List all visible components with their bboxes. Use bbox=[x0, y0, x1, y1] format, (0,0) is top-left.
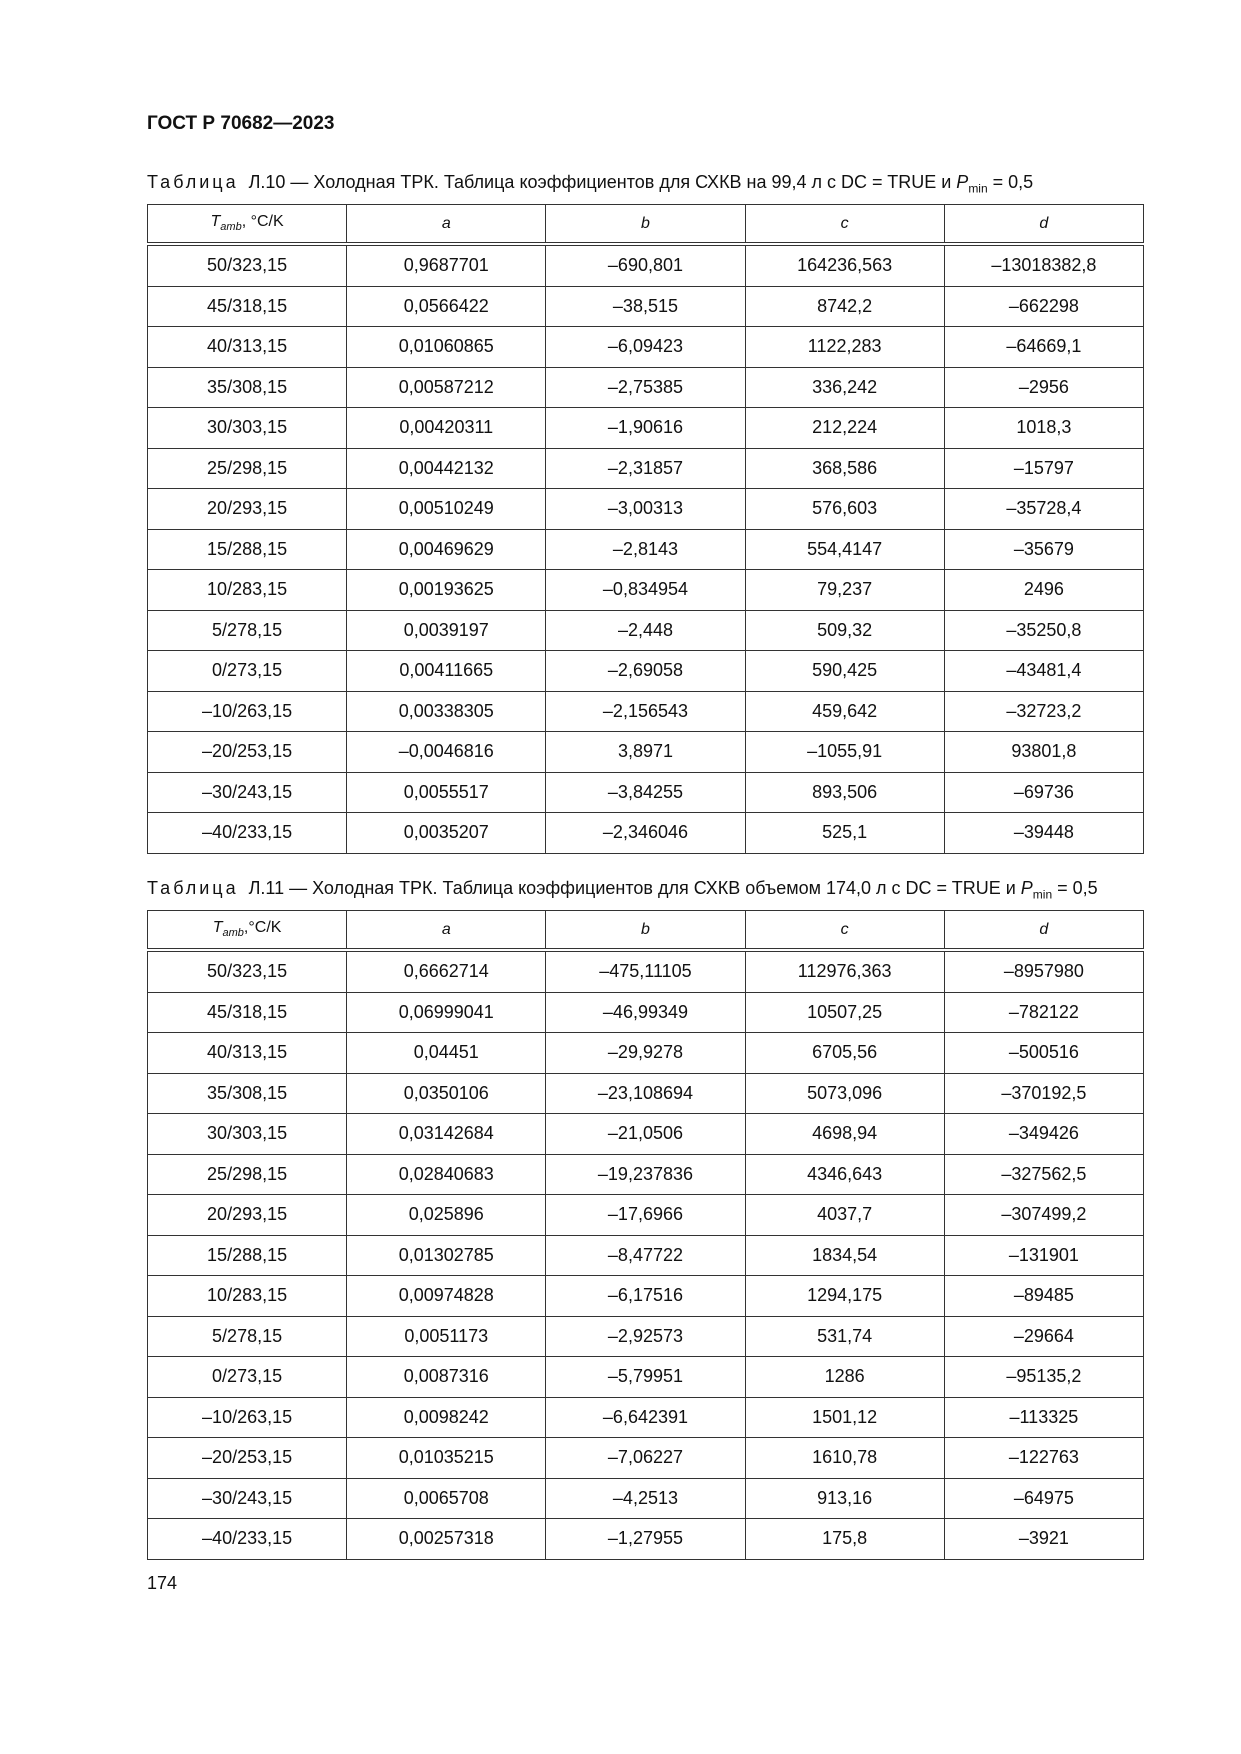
table-cell: –46,99349 bbox=[546, 992, 745, 1033]
table-cell: 0,9687701 bbox=[347, 244, 546, 286]
table-cell: –17,6966 bbox=[546, 1195, 745, 1236]
caption-word: Таблица bbox=[147, 878, 239, 898]
table-cell: –690,801 bbox=[546, 244, 745, 286]
table-cell: 0,0350106 bbox=[347, 1073, 546, 1114]
table-cell: 368,586 bbox=[745, 448, 944, 489]
table-cell: –7,06227 bbox=[546, 1438, 745, 1479]
table-cell: 531,74 bbox=[745, 1316, 944, 1357]
table-cell: –20/253,15 bbox=[148, 732, 347, 773]
table-cell: 0,01060865 bbox=[347, 327, 546, 368]
table-cell: –19,237836 bbox=[546, 1154, 745, 1195]
table-cell: –662298 bbox=[944, 286, 1143, 327]
table-cell: 0,0051173 bbox=[347, 1316, 546, 1357]
table-cell: –64669,1 bbox=[944, 327, 1143, 368]
table-cell: 0,01035215 bbox=[347, 1438, 546, 1479]
caption-var: P bbox=[956, 172, 969, 192]
column-sub: amb bbox=[222, 927, 244, 940]
table-cell: 5/278,15 bbox=[148, 1316, 347, 1357]
table-cell: –307499,2 bbox=[944, 1195, 1143, 1236]
column-unit: , °C/K bbox=[241, 213, 284, 231]
caption-tail: = 0,5 bbox=[987, 172, 1034, 192]
table-cell: 0,0087316 bbox=[347, 1357, 546, 1398]
document-code: ГОСТ Р 70682—2023 bbox=[147, 113, 335, 134]
table-cell: 0,00442132 bbox=[347, 448, 546, 489]
table-cell: 0,025896 bbox=[347, 1195, 546, 1236]
table-row bbox=[148, 1397, 1144, 1438]
table-cell: –21,0506 bbox=[546, 1114, 745, 1155]
table-cell: –1,90616 bbox=[546, 408, 745, 449]
table-cell: 10/283,15 bbox=[148, 1276, 347, 1317]
table-cell: –2956 bbox=[944, 367, 1143, 408]
table-cell: 1122,283 bbox=[745, 327, 944, 368]
table-row bbox=[148, 244, 1144, 286]
caption-text: Л.10 — Холодная ТРК. Таблица коэффициентов для СХКВ на 99,4 л с DC = TRUE и bbox=[248, 172, 957, 192]
table-cell: –2,92573 bbox=[546, 1316, 745, 1357]
table-row bbox=[148, 772, 1144, 813]
table-cell: 1610,78 bbox=[745, 1438, 944, 1479]
table-cell: –30/243,15 bbox=[148, 1478, 347, 1519]
table-cell: –89485 bbox=[944, 1276, 1143, 1317]
table-cell: 1834,54 bbox=[745, 1235, 944, 1276]
caption-sub: min bbox=[968, 181, 988, 196]
table-row bbox=[148, 529, 1144, 570]
table-cell: 0,0055517 bbox=[347, 772, 546, 813]
table-cell: –29664 bbox=[944, 1316, 1143, 1357]
table-row bbox=[148, 408, 1144, 449]
table-body bbox=[148, 244, 1144, 853]
caption-sub: min bbox=[1032, 887, 1053, 902]
table-row bbox=[148, 1519, 1144, 1560]
table-cell: –0,0046816 bbox=[347, 732, 546, 773]
table-cell: 590,425 bbox=[745, 651, 944, 692]
table-row bbox=[148, 1357, 1144, 1398]
table-cell: –35250,8 bbox=[944, 610, 1143, 651]
table-cell: –40/233,15 bbox=[148, 1519, 347, 1560]
table-cell: 0,06999041 bbox=[347, 992, 546, 1033]
table-cell: 0/273,15 bbox=[148, 1357, 347, 1398]
table-cell: 4037,7 bbox=[745, 1195, 944, 1236]
table-row bbox=[148, 651, 1144, 692]
table-cell: –20/253,15 bbox=[148, 1438, 347, 1479]
table-row bbox=[148, 732, 1144, 773]
table-cell: 0,00411665 bbox=[347, 651, 546, 692]
table-cell: –40/233,15 bbox=[148, 813, 347, 854]
table-cell: –500516 bbox=[944, 1033, 1143, 1074]
table-cell: 0,01302785 bbox=[347, 1235, 546, 1276]
table-row bbox=[148, 1195, 1144, 1236]
table-cell: –3921 bbox=[944, 1519, 1143, 1560]
table-row bbox=[148, 610, 1144, 651]
table-row bbox=[148, 1276, 1144, 1317]
table-cell: 112976,363 bbox=[745, 950, 944, 992]
table-cell: –6,09423 bbox=[546, 327, 745, 368]
table-cell: 459,642 bbox=[745, 691, 944, 732]
page-number: 174 bbox=[147, 1573, 178, 1593]
table-row bbox=[148, 1438, 1144, 1479]
table-cell: –1,27955 bbox=[546, 1519, 745, 1560]
table-cell: –2,448 bbox=[546, 610, 745, 651]
table-cell: –122763 bbox=[944, 1438, 1143, 1479]
coefficient-table-l10 bbox=[147, 204, 1144, 854]
table-cell: 1018,3 bbox=[944, 408, 1143, 449]
table-cell: 0,0039197 bbox=[347, 610, 546, 651]
table-cell: –30/243,15 bbox=[148, 772, 347, 813]
table-cell: 10/283,15 bbox=[148, 570, 347, 611]
table-row bbox=[148, 950, 1144, 992]
table-cell: 0,02840683 bbox=[347, 1154, 546, 1195]
table-cell: –0,834954 bbox=[546, 570, 745, 611]
table-cell: 1294,175 bbox=[745, 1276, 944, 1317]
table-cell: 164236,563 bbox=[745, 244, 944, 286]
table-cell: 5/278,15 bbox=[148, 610, 347, 651]
column-header-c: c bbox=[745, 911, 944, 951]
table-row bbox=[148, 448, 1144, 489]
table-cell: 4346,643 bbox=[745, 1154, 944, 1195]
table-cell: –13018382,8 bbox=[944, 244, 1143, 286]
table-cell: –2,75385 bbox=[546, 367, 745, 408]
table-cell: 0,0065708 bbox=[347, 1478, 546, 1519]
table-cell: –8,47722 bbox=[546, 1235, 745, 1276]
column-header-b: b bbox=[546, 205, 745, 245]
table-cell: 576,603 bbox=[745, 489, 944, 530]
column-var: T bbox=[212, 919, 223, 937]
table-row bbox=[148, 570, 1144, 611]
table-caption-l10 bbox=[147, 172, 1033, 196]
table-cell: –782122 bbox=[944, 992, 1143, 1033]
column-header-d: d bbox=[944, 911, 1143, 951]
column-header-c: c bbox=[745, 205, 944, 245]
table-cell: 30/303,15 bbox=[148, 1114, 347, 1155]
column-header-d: d bbox=[944, 205, 1143, 245]
table-cell: 0/273,15 bbox=[148, 651, 347, 692]
table-cell: –6,642391 bbox=[546, 1397, 745, 1438]
table-row bbox=[148, 286, 1144, 327]
table-cell: 50/323,15 bbox=[148, 950, 347, 992]
table-cell: 0,0098242 bbox=[347, 1397, 546, 1438]
table-cell: –2,346046 bbox=[546, 813, 745, 854]
table-cell: –2,8143 bbox=[546, 529, 745, 570]
table-cell: 336,242 bbox=[745, 367, 944, 408]
table-cell: –370192,5 bbox=[944, 1073, 1143, 1114]
column-sub: amb bbox=[220, 221, 242, 234]
table-cell: 20/293,15 bbox=[148, 489, 347, 530]
table-cell: 25/298,15 bbox=[148, 1154, 347, 1195]
table-cell: 30/303,15 bbox=[148, 408, 347, 449]
table-cell: 525,1 bbox=[745, 813, 944, 854]
table-cell: –23,108694 bbox=[546, 1073, 745, 1114]
table-cell: 0,00974828 bbox=[347, 1276, 546, 1317]
table-cell: 45/318,15 bbox=[148, 992, 347, 1033]
caption-var: P bbox=[1020, 878, 1033, 898]
table-cell: 15/288,15 bbox=[148, 529, 347, 570]
table-cell: –10/263,15 bbox=[148, 1397, 347, 1438]
table-cell: –6,17516 bbox=[546, 1276, 745, 1317]
table-cell: –3,84255 bbox=[546, 772, 745, 813]
table-row bbox=[148, 489, 1144, 530]
table-row bbox=[148, 1316, 1144, 1357]
column-header-a: a bbox=[347, 205, 546, 245]
table-cell: 4698,94 bbox=[745, 1114, 944, 1155]
table-cell: 25/298,15 bbox=[148, 448, 347, 489]
table-cell: 0,00469629 bbox=[347, 529, 546, 570]
table-cell: 0,00193625 bbox=[347, 570, 546, 611]
table-cell: 50/323,15 bbox=[148, 244, 347, 286]
table-cell: 0,04451 bbox=[347, 1033, 546, 1074]
table-cell: –327562,5 bbox=[944, 1154, 1143, 1195]
table-row bbox=[148, 327, 1144, 368]
table-cell: 0,00338305 bbox=[347, 691, 546, 732]
table-header-row bbox=[148, 911, 1144, 951]
caption-tail: = 0,5 bbox=[1052, 878, 1098, 898]
table-row bbox=[148, 992, 1144, 1033]
table-cell: 8742,2 bbox=[745, 286, 944, 327]
table-caption-l11 bbox=[147, 878, 1098, 902]
table-cell: 6705,56 bbox=[745, 1033, 944, 1074]
table-cell: 2496 bbox=[944, 570, 1143, 611]
table-cell: 20/293,15 bbox=[148, 1195, 347, 1236]
table-cell: –64975 bbox=[944, 1478, 1143, 1519]
table-cell: 0,0566422 bbox=[347, 286, 546, 327]
table-row bbox=[148, 691, 1144, 732]
caption-text: Л.11 — Холодная ТРК. Таблица коэффициентов для СХКВ объемом 174,0 л с DC = TRUE и bbox=[248, 878, 1021, 898]
table-cell: –10/263,15 bbox=[148, 691, 347, 732]
table-cell: 0,6662714 bbox=[347, 950, 546, 992]
table-cell: –475,11105 bbox=[546, 950, 745, 992]
table-cell: 893,506 bbox=[745, 772, 944, 813]
table-cell: –4,2513 bbox=[546, 1478, 745, 1519]
coefficient-table-l11 bbox=[147, 910, 1144, 1560]
table-cell: –69736 bbox=[944, 772, 1143, 813]
table-cell: 0,00257318 bbox=[347, 1519, 546, 1560]
table-cell: –1055,91 bbox=[745, 732, 944, 773]
column-var: T bbox=[210, 213, 221, 231]
table-row bbox=[148, 1478, 1144, 1519]
table-cell: –39448 bbox=[944, 813, 1143, 854]
table-cell: 212,224 bbox=[745, 408, 944, 449]
table-cell: –29,9278 bbox=[546, 1033, 745, 1074]
table-header-row bbox=[148, 205, 1144, 245]
table-cell: 35/308,15 bbox=[148, 367, 347, 408]
table-cell: 40/313,15 bbox=[148, 327, 347, 368]
table-cell: 40/313,15 bbox=[148, 1033, 347, 1074]
table-cell: 35/308,15 bbox=[148, 1073, 347, 1114]
table-cell: 93801,8 bbox=[944, 732, 1143, 773]
table-cell: 0,0035207 bbox=[347, 813, 546, 854]
table-cell: 79,237 bbox=[745, 570, 944, 611]
table-cell: 0,00510249 bbox=[347, 489, 546, 530]
table-cell: –2,156543 bbox=[546, 691, 745, 732]
table-row bbox=[148, 1114, 1144, 1155]
table-cell: 0,00587212 bbox=[347, 367, 546, 408]
column-unit: ,°C/K bbox=[243, 919, 282, 937]
table-cell: –5,79951 bbox=[546, 1357, 745, 1398]
table-cell: –43481,4 bbox=[944, 651, 1143, 692]
table-cell: 554,4147 bbox=[745, 529, 944, 570]
table-cell: –38,515 bbox=[546, 286, 745, 327]
table-cell: 15/288,15 bbox=[148, 1235, 347, 1276]
column-header-a: a bbox=[347, 911, 546, 951]
table-cell: –35728,4 bbox=[944, 489, 1143, 530]
table-cell: –2,31857 bbox=[546, 448, 745, 489]
column-header-tamb bbox=[148, 205, 347, 245]
table-cell: 913,16 bbox=[745, 1478, 944, 1519]
column-header-b: b bbox=[546, 911, 745, 951]
table-cell: 1501,12 bbox=[745, 1397, 944, 1438]
table-cell: 509,32 bbox=[745, 610, 944, 651]
table-cell: 1286 bbox=[745, 1357, 944, 1398]
caption-word: Таблица bbox=[147, 172, 239, 192]
table-cell: 0,00420311 bbox=[347, 408, 546, 449]
table-row bbox=[148, 1235, 1144, 1276]
table-cell: –3,00313 bbox=[546, 489, 745, 530]
table-cell: 0,03142684 bbox=[347, 1114, 546, 1155]
table-cell: –35679 bbox=[944, 529, 1143, 570]
table-row bbox=[148, 813, 1144, 854]
table-row bbox=[148, 1073, 1144, 1114]
table-cell: –349426 bbox=[944, 1114, 1143, 1155]
table-row bbox=[148, 367, 1144, 408]
table-row bbox=[148, 1033, 1144, 1074]
table-cell: –2,69058 bbox=[546, 651, 745, 692]
table-row bbox=[148, 1154, 1144, 1195]
table-cell: 3,8971 bbox=[546, 732, 745, 773]
table-cell: 175,8 bbox=[745, 1519, 944, 1560]
table-cell: –15797 bbox=[944, 448, 1143, 489]
table-cell: –131901 bbox=[944, 1235, 1143, 1276]
table-body bbox=[148, 950, 1144, 1559]
table-cell: –113325 bbox=[944, 1397, 1143, 1438]
table-cell: –32723,2 bbox=[944, 691, 1143, 732]
table-cell: 10507,25 bbox=[745, 992, 944, 1033]
table-cell: –95135,2 bbox=[944, 1357, 1143, 1398]
table-cell: 45/318,15 bbox=[148, 286, 347, 327]
table-cell: –8957980 bbox=[944, 950, 1143, 992]
table-cell: 5073,096 bbox=[745, 1073, 944, 1114]
column-header-tamb bbox=[148, 911, 347, 951]
